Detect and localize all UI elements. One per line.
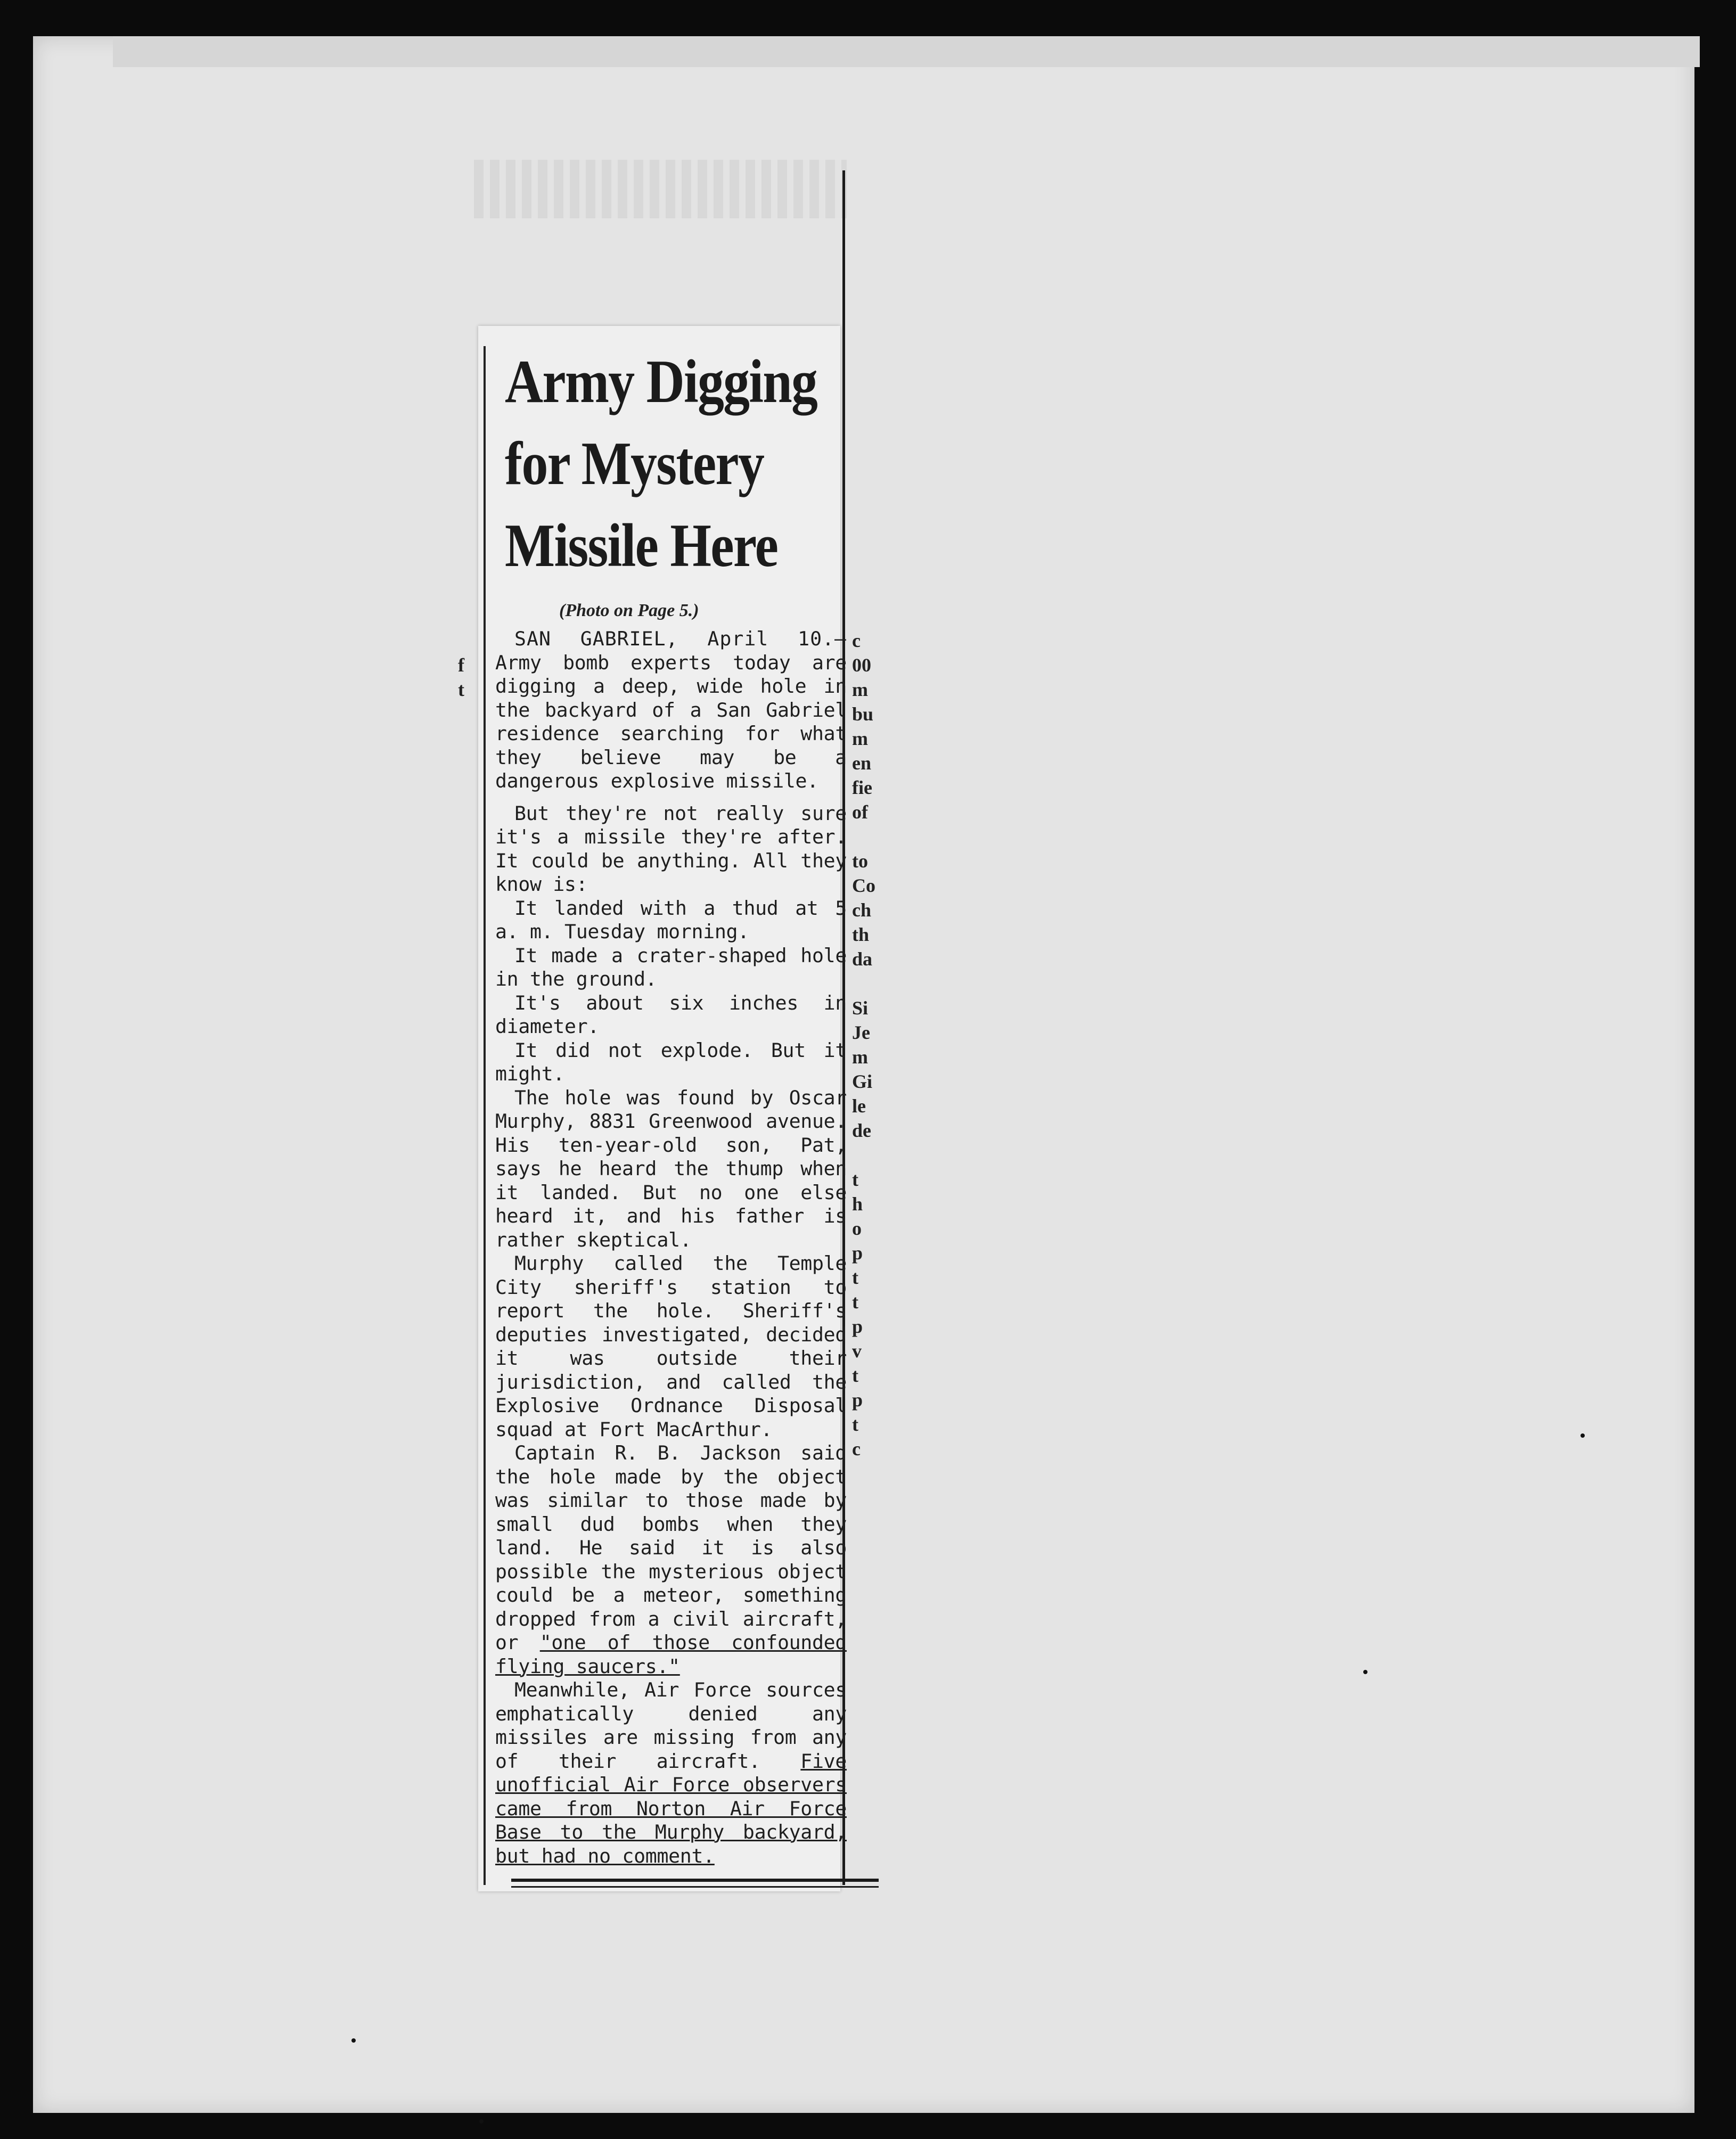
adjacent-fragment: h [852,1193,863,1215]
left-fragment: f [458,654,464,676]
paragraph-4: It made a crater-shaped hole in the ground. [495,944,847,990]
adjacent-fragment: t [852,1414,858,1435]
dateline: SAN GABRIEL, April 10.— [514,627,847,650]
adjacent-fragment: m [852,679,868,700]
dust-speck [1581,1433,1585,1438]
left-fragment [458,800,479,824]
dust-speck [351,2038,356,2043]
adjacent-fragment: t [852,1267,858,1288]
adjacent-fragment [852,824,884,849]
adjacent-fragment: p [852,1389,863,1411]
left-fragment [458,751,479,775]
faded-masthead-remnant [474,160,847,218]
left-fragment [458,702,479,726]
adjacent-fragment: Gi [852,1071,873,1092]
column-end-rule [511,1879,879,1882]
left-fragment [458,726,479,751]
adjacent-fragment: p [852,1242,863,1264]
adjacent-fragment: of [852,801,868,823]
left-fragment [458,849,479,873]
left-fragment [458,996,479,1020]
adjacent-fragment: en [852,752,871,774]
headline-line-1: Army Digging [505,348,817,416]
adjacent-fragment [852,971,884,996]
paragraph-7: The hole was found by Oscar Murphy, 8831 Greenwood avenue. His ten-year-old son, Pat, says he heard the thump when it landed. But no one else heard it, and his father is rather skeptical. [495,1086,847,1251]
left-fragment [458,971,479,996]
left-fragment [458,898,479,922]
paragraph-5: It's about six inches in diameter. [495,991,847,1038]
left-fragment [458,775,479,800]
article-body [495,627,847,1868]
paragraph-2: But they're not really sure it's a missile they're after. It could be anything. All they know is: [495,801,847,896]
adjacent-fragment: ch [852,899,871,921]
adjacent-fragment: v [852,1340,862,1362]
adjacent-fragment: m [852,728,868,749]
adjacent-fragment: bu [852,703,874,725]
adjacent-column-fragments [852,628,884,1461]
adjacent-fragment: t [852,1291,858,1313]
left-fragment [458,947,479,971]
left-fragment [458,1020,479,1045]
adjacent-fragment: to [852,850,868,872]
left-column-fragments [458,628,479,1045]
adjacent-fragment: da [852,948,873,970]
underlined-closing: Five unofficial Air Force observers came from Norton Air Force Base to the Murphy backyard, but had no comment. [495,1749,847,1867]
adjacent-fragment: Co [852,875,875,896]
paragraph-1: Army bomb experts today are digging a deep, wide hole in the backyard of a San Gabriel residence searching for what they believe may be a dangerous explosive missile. [495,651,847,792]
adjacent-fragment: o [852,1218,862,1239]
adjacent-fragment: m [852,1046,868,1068]
left-fragment [458,922,479,947]
mount-top-edge [113,36,1700,67]
column-rule-left [484,346,486,1885]
adjacent-fragment: p [852,1316,863,1337]
adjacent-fragment: fie [852,777,872,798]
adjacent-fragment: t [852,1365,858,1386]
adjacent-fragment: de [852,1120,871,1141]
adjacent-fragment: 00 [852,654,871,676]
article-headline [505,341,817,587]
adjacent-fragment: c [852,630,861,651]
paragraph-8: Murphy called the Temple City sheriff's station to report the hole. Sheriff's deputies investigated, decided it was outside their jurisdiction, and called the Explosive Ordnance Disposal squad at Fort MacArthur. [495,1252,847,1441]
headline-line-2: for Mystery [505,430,764,498]
left-fragment [458,873,479,898]
dust-speck [1363,1670,1367,1674]
underlined-quote: "one of those confounded flying saucers." [495,1631,847,1678]
adjacent-fragment [852,1143,884,1167]
column-end-rule-thin [511,1886,879,1888]
adjacent-fragment: Je [852,1022,870,1043]
adjacent-fragment: c [852,1438,861,1460]
headline-line-3: Missile Here [505,512,778,580]
adjacent-fragment: le [852,1095,866,1117]
adjacent-fragment: t [852,1169,858,1190]
left-fragment [458,628,479,653]
paragraph-10: Meanwhile, Air Force sources emphatically denied any missiles are missing from any of their aircraft. [495,1678,847,1773]
dust-speck [479,2119,484,2124]
adjacent-fragment: th [852,924,870,945]
photo-reference-note: (Photo on Page 5.) [559,601,699,620]
adjacent-fragment: Si [852,997,869,1019]
left-fragment [458,824,479,849]
left-fragment: t [458,679,464,700]
paragraph-6: It did not explode. But it might. [495,1038,847,1085]
paragraph-3: It landed with a thud at 5 a. m. Tuesday morning. [495,896,847,943]
paragraph-9: Captain R. B. Jackson said the hole made by the object was similar to those made by small dud bombs when they land. He said it is also possible the mysterious object could be a meteor, something dropped from a civil aircraft, or [495,1441,847,1654]
